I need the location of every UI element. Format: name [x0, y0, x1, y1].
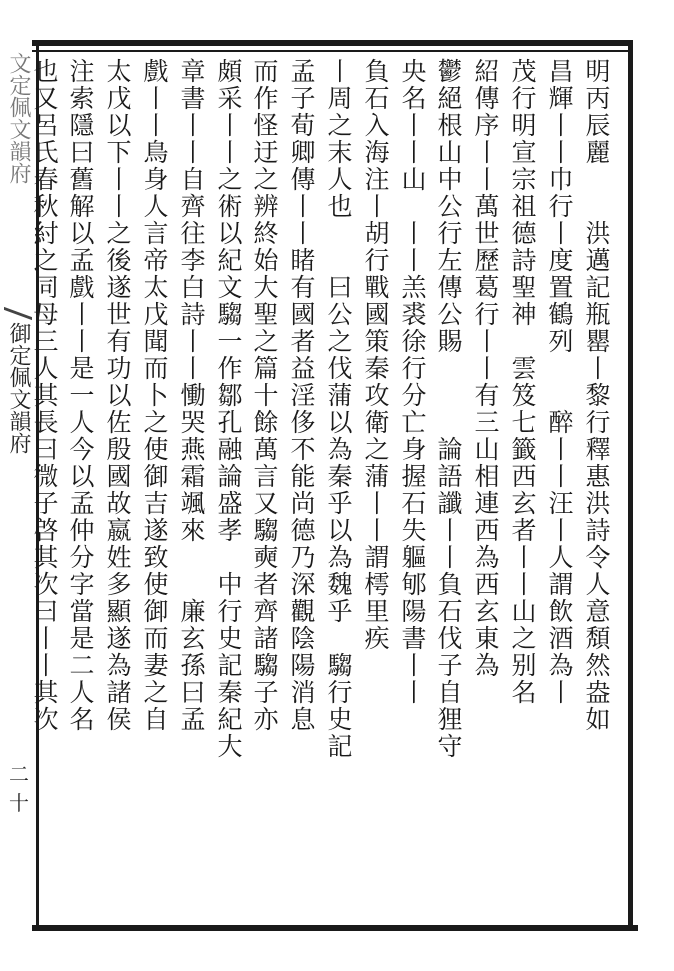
text-column-7: 負石入海注丨胡行戰國策秦攻衛之蒲丨丨謂樗里疾 [361, 58, 390, 652]
page-frame-bottom [32, 925, 638, 931]
text-column-16: 也又呂氏春秋紂之同母三人其長曰微子啓其次曰丨丨其次 [30, 58, 59, 733]
text-column-4: 紹傳序丨丨萬世歷葛行丨丨有三山相連西為西玄東為 [471, 58, 500, 679]
margin-book-title: 御定佩文韻府 [6, 322, 31, 454]
text-column-15: 注索隱曰舊解以孟戲丨丨是一人今以孟仲分字當是二人名 [66, 58, 95, 733]
text-column-14: 太戊以下丨丨之後遂世有功以佐殷國故嬴姓多顯遂為諸侯 [103, 58, 132, 733]
folio-number: 二十 [9, 762, 29, 815]
text-column-3: 茂行明宣宗祖德詩聖神 雲笈七籤西玄者丨丨山之别名 [508, 58, 537, 706]
text-column-13: 戲丨丨鳥身人言帝太戊聞而卜之使御吉遂致使御而妻之自 [140, 58, 169, 733]
page-frame-top [32, 40, 632, 46]
text-column-10: 而作怪迂之辨終始大聖之篇十餘萬言又騶奭者齊諸騶子亦 [250, 58, 279, 733]
text-column-11: 頗采丨丨之術以紀文騶一作鄒孔融論盛孝 中行史記秦紀大 [214, 58, 243, 760]
text-column-8: 丨周之末人也 曰公之伐蒲以為秦乎以為魏乎 騶行史記 [324, 58, 353, 760]
text-column-2: 昌輝丨丨巾行丨度置鶴列 醉丨丨汪丨人謂飲酒為丨 [545, 58, 574, 706]
text-column-1: 明丙辰麗 洪邁記瓶罌丨黎行釋惠洪詩令人意頽然盎如 [582, 58, 611, 733]
margin-faded-title: 文定佩文韻府 [6, 52, 31, 184]
page-frame-right [628, 40, 633, 931]
text-column-6: 央名丨丨山 丨丨羔裘徐行分亡身握石失軀郇陽書丨丨 [398, 58, 427, 706]
text-column-5: 鬱絕根山中公行左傳公賜 論語讖丨丨負石伐子自狸守 [434, 58, 463, 760]
text-column-9: 孟子荀卿傳丨丨睹有國者益淫侈不能尚德乃深觀陰陽消息 [287, 58, 316, 733]
page-frame-top-inner [32, 50, 632, 52]
text-column-12: 章書丨丨自齊往李白詩丨丨慟哭燕霜颯來 廉玄孫曰孟 [177, 58, 206, 733]
